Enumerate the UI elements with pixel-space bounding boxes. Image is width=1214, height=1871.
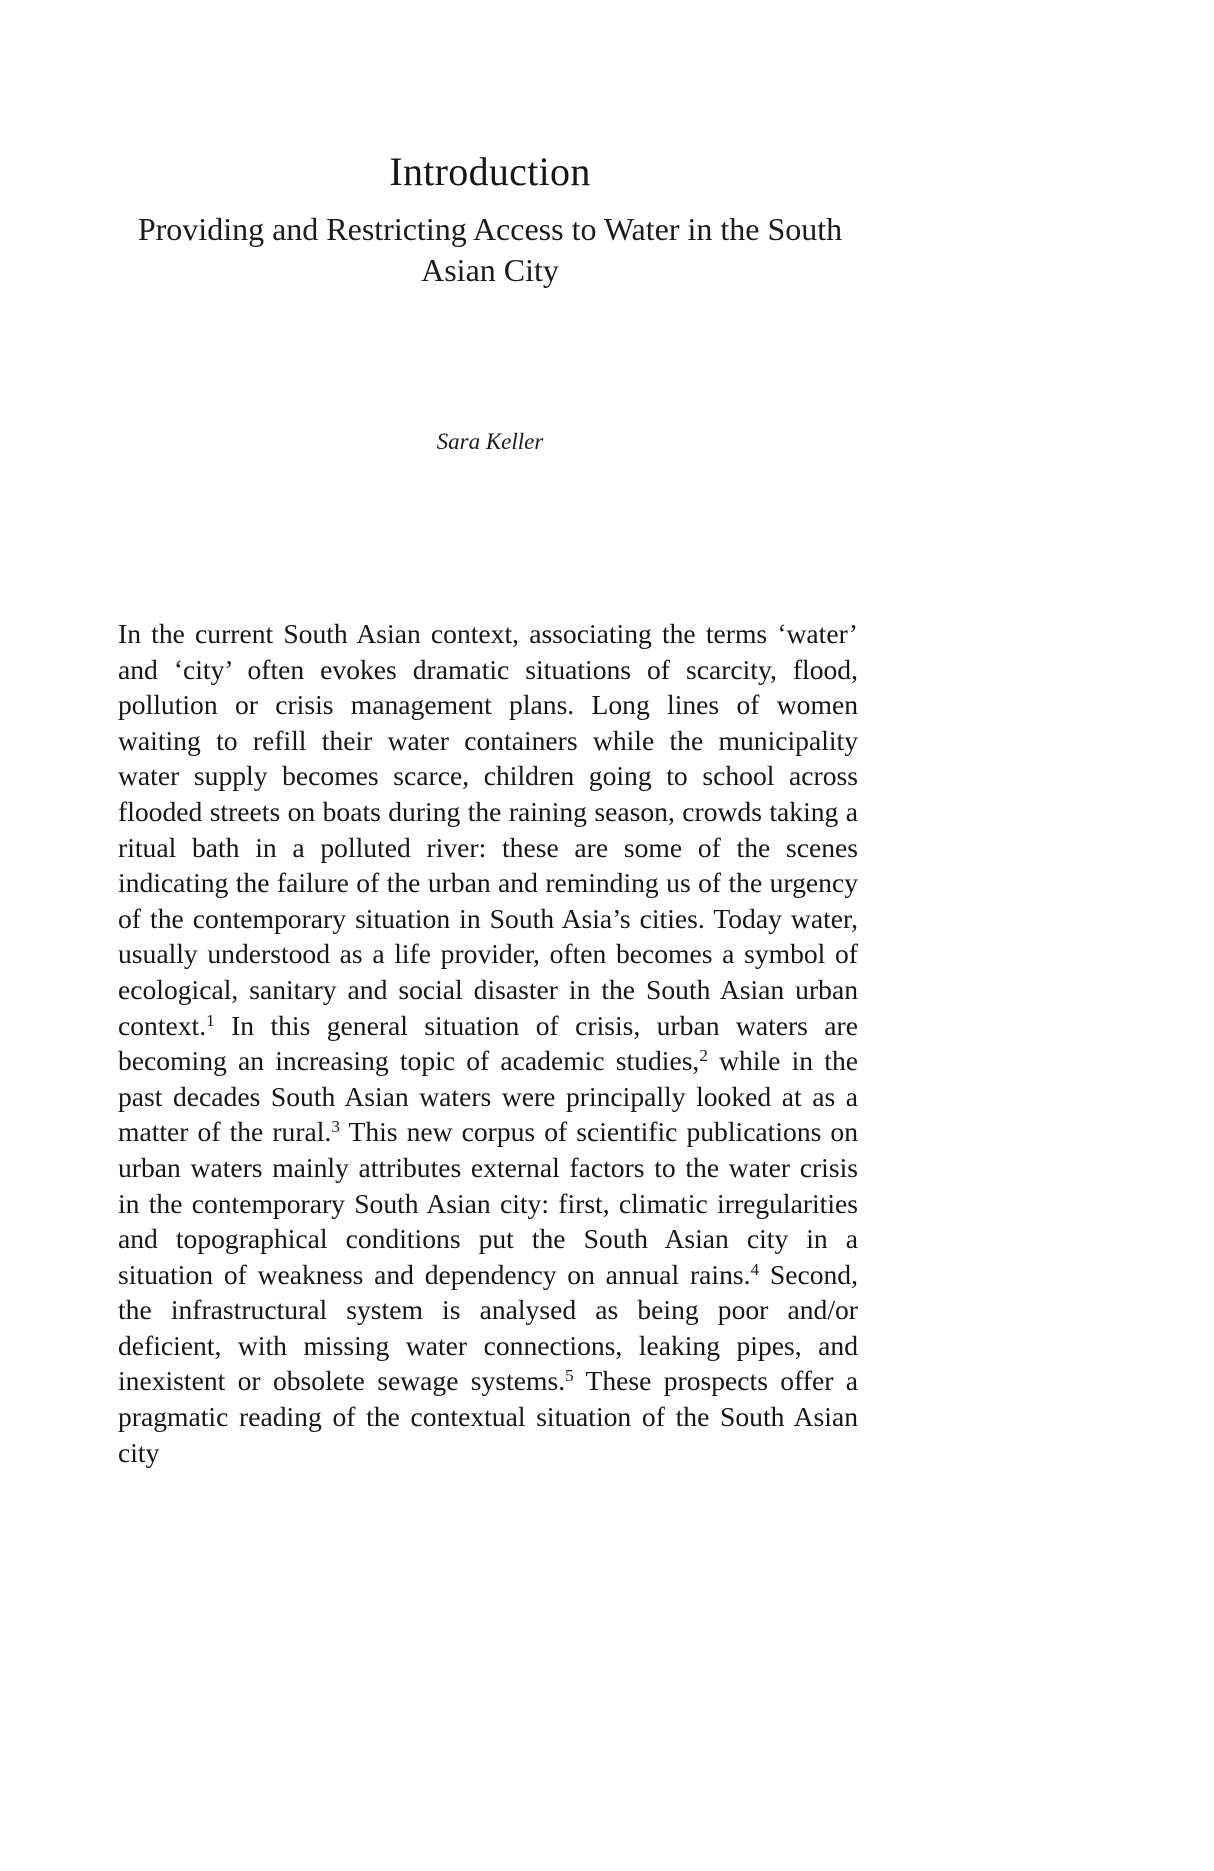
body-text-block <box>118 616 858 1470</box>
footnote-marker-1[interactable]: 1 <box>206 1010 215 1030</box>
chapter-subtitle: Providing and Restricting Access to Water in the South Asian City <box>137 210 843 288</box>
chapter-header <box>118 150 862 291</box>
footnote-marker-3[interactable]: 3 <box>331 1117 340 1137</box>
paragraph-segment: while in the past decades South Asian waters were principally looked at as a matter of the rural. <box>118 1045 858 1148</box>
paragraph-segment: In the current South Asian context, associating the terms ‘water’ and ‘city’ often evokes dramatic situations of scarcity, flood, pollution or crisis management plans. Long lines of women waiting to refill their water containers while the municipality water supply becomes scarce, children going to school across flooded streets on boats during the raining season, crowds taking a ritual bath in a polluted river: these are some of the scenes indicating the failure of the urban and reminding us of the urgency of the contemporary situation in South Asia’s cities. Today water, usually understood as a life provider, often becomes a symbol of ecological, sanitary and social disaster in the South Asian urban context. <box>118 618 858 1041</box>
footnote-marker-4[interactable]: 4 <box>750 1259 760 1279</box>
footnote-marker-2[interactable]: 2 <box>699 1046 708 1066</box>
paragraph <box>118 616 858 1470</box>
page-title: Introduction <box>389 149 591 194</box>
paragraph-segment: In this general situation of crisis, urban waters are becoming an increasing topic of academic studies, <box>118 1009 858 1077</box>
author-name: Sara Keller <box>436 429 544 454</box>
footnote-marker-5[interactable]: 5 <box>565 1366 574 1386</box>
paragraph-segment: Second, the infrastructural system is analysed as being poor and/or deficient, with missing water connections, leaking pipes, and inexistent or obsolete sewage systems. <box>118 1258 859 1397</box>
paragraph-segment: These prospects offer a pragmatic reading of the contextual situation of the South Asian city <box>118 1365 858 1468</box>
paragraph-segment: This new corpus of scientific publications on urban waters mainly attributes external factors to the water crisis in the contemporary South Asian city: first, climatic irregularities and topographical conditions put the South Asian city in a situation of weakness and dependency on annual rains. <box>118 1116 859 1290</box>
